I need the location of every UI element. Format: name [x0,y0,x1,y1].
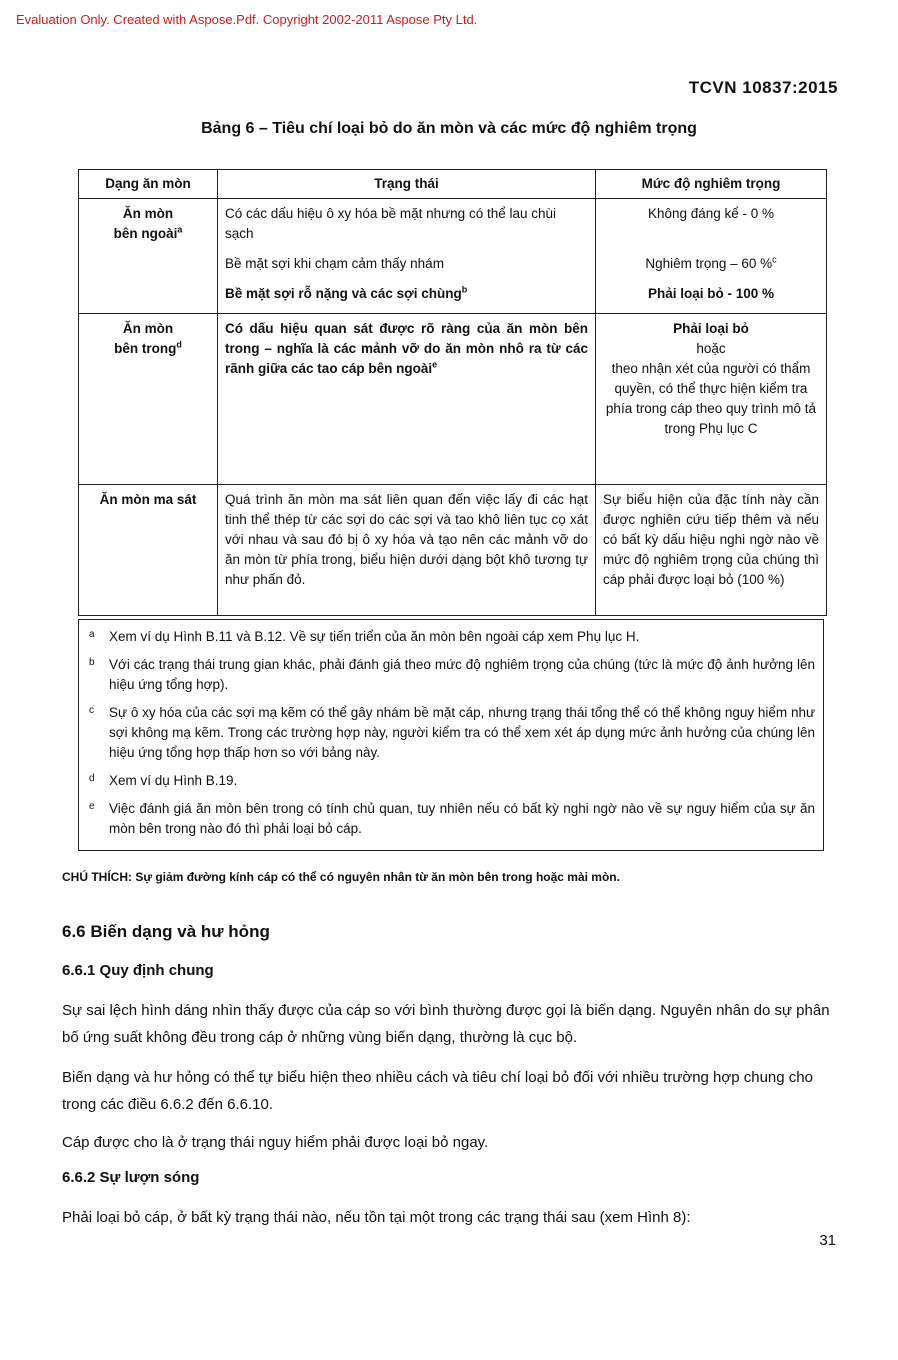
heading-6-6-2: 6.6.2 Sự lượn sóng [62,1169,200,1186]
severity-internal-2: hoặc [696,341,726,356]
footnotes-box [78,619,824,851]
footnote-text: Xem ví dụ Hình B.11 và B.12. Về sự tiến triển của ăn mòn bên ngoài cáp xem Phụ lục H. [109,629,640,644]
header-corrosion-type: Dạng ăn mòn [79,170,218,199]
state-internal: Có dấu hiệu quan sát được rõ ràng của ăn mòn bên trong – nghĩa là các mảnh vỡ do ăn mòn nhô ra từ các rãnh giữa các tao cáp bên ngoài [225,321,588,376]
severity-internal-3: theo nhận xét của người có thẩm quyền, có thể thực hiện kiểm tra phía trong cáp theo quy trình mô tả trong Phụ lục C [605,361,817,436]
paragraph-3: Cáp được cho là ở trạng thái nguy hiểm phải được loại bỏ ngay. [62,1134,489,1151]
state-external-2: Bề mặt sợi khi chạm cảm thấy nhám [225,256,444,271]
cell-state-external [218,199,596,314]
corrosion-table [78,169,827,616]
paragraph-2: Biến dạng và hư hỏng có thể tự biểu hiện theo nhiều cách và tiêu chí loại bỏ đối với nhiều trường hợp chung cho trong các điều 6.6.2 đến 6.6.10. [62,1069,813,1113]
footnote-mark: c [89,705,94,716]
state-external-1: Có các dấu hiệu ô xy hóa bề mặt nhưng có thể lau chùi sạch [225,206,557,241]
cell-type-fretting: Ăn mòn ma sát [79,485,218,616]
cell-severity-fretting: Sự biểu hiện của đặc tính này cần được nghiên cứu tiếp thêm và nếu có bất kỳ dấu hiệu nghi ngờ nào về mức độ nghiêm trọng của chúng thì cáp phải được loại bỏ (100 %) [596,485,827,616]
table-header-row [79,170,827,199]
paragraph-4: Phải loại bỏ cáp, ở bất kỳ trạng thái nào, nếu tồn tại một trong các trạng thái sau (xem Hình 8): [62,1209,691,1226]
footnote-b [87,655,815,695]
cell-state-internal [218,314,596,485]
footnote-text: Xem ví dụ Hình B.19. [109,773,238,788]
type-external-line1: Ăn mòn [122,206,174,221]
footnote-ref-b: b [461,284,468,295]
table-row-external [79,199,827,314]
severity-external-3: Phải loại bỏ - 100 % [647,286,775,301]
type-internal-line1: Ăn mòn [122,321,174,336]
table-row-internal [79,314,827,485]
header-state: Trạng thái [218,170,596,199]
footnote-ref-e: e [432,359,438,370]
footnote-c [87,703,815,763]
table-title: Bảng 6 – Tiêu chí loại bỏ do ăn mòn và các mức độ nghiêm trọng [201,120,697,137]
cell-severity-internal [596,314,827,485]
heading-6-6-1: 6.6.1 Quy định chung [62,962,214,979]
footnote-mark: d [89,773,95,784]
table-note: CHÚ THÍCH: Sự giảm đường kính cáp có thể có nguyên nhân từ ăn mòn bên trong hoặc mài mòn. [62,870,620,884]
footnote-e [87,799,815,839]
cell-state-fretting: Quá trình ăn mòn ma sát liên quan đến việc lấy đi các hạt tinh thể thép từ các sợi do các sợi và tao khô liên tục cọ xát với nhau và sau đó bị ô xy hóa và tạo nên các mảnh vỡ do ăn mòn từ phía trong, biểu hiện dưới dạng bột khô tương tự như phấn đỏ. [218,485,596,616]
table-row-fretting [79,485,827,616]
heading-6-6: 6.6 Biến dạng và hư hỏng [62,922,270,941]
footnote-a [87,627,815,647]
footnote-mark: e [89,801,95,812]
header-severity: Mức độ nghiêm trọng [596,170,827,199]
footnote-d [87,771,815,791]
footnote-text: Việc đánh giá ăn mòn bên trong có tính chủ quan, tuy nhiên nếu có bất kỳ nghi ngờ nào về sự nguy hiểm của sự ăn mòn bên trong nào đó thì phải loại bỏ cáp. [109,801,815,836]
page-number: 31 [819,1232,836,1249]
watermark: Evaluation Only. Created with Aspose.Pdf. Copyright 2002-2011 Aspose Pty Ltd. [16,12,478,27]
footnote-mark: b [89,657,95,668]
severity-external-1: Không đáng kể - 0 % [647,206,775,221]
footnote-text: Sự ô xy hóa của các sợi mạ kẽm có thể gây nhám bề mặt cáp, nhưng trạng thái tổng thể có thể không nguy hiểm như sợi không mạ kẽm. Trong các trường hợp này, người kiểm tra có thể xem xét áp dụng mức ảnh hưởng của chúng lên hiệu ứng tổng hợp thấp hơn so với bảng này. [109,705,815,760]
footnote-mark: a [89,629,95,640]
type-external-line2: bên ngoài [113,226,178,241]
footnote-ref-a: a [177,224,183,235]
paragraph-1: Sự sai lệch hình dáng nhìn thấy được của cáp so với bình thường được gọi là biến dạng. Nguyên nhân do sự phân bố ứng suất không đều trong cáp ở những vùng biến dạng, thường là cục bộ. [62,1002,830,1046]
severity-external-2: Nghiêm trọng – 60 %$^c$ [645,254,777,271]
type-internal-line2: bên trong [114,341,177,356]
state-external-3: Bề mặt sợi rỗ nặng và các sợi chùng$^b$ [225,284,468,301]
footnote-ref-d: d [176,339,182,350]
document-code: TCVN 10837:2015 [688,78,838,97]
footnote-ref-c: c [772,254,777,265]
cell-type-internal [79,314,218,485]
cell-type-external [79,199,218,314]
footnote-text: Với các trạng thái trung gian khác, phải đánh giá theo mức độ nghiêm trọng của chúng (tức là mức độ ảnh hưởng lên hiệu ứng tổng hợp). [109,657,815,692]
severity-internal-1: Phải loại bỏ [673,321,749,336]
cell-severity-external [596,199,827,314]
